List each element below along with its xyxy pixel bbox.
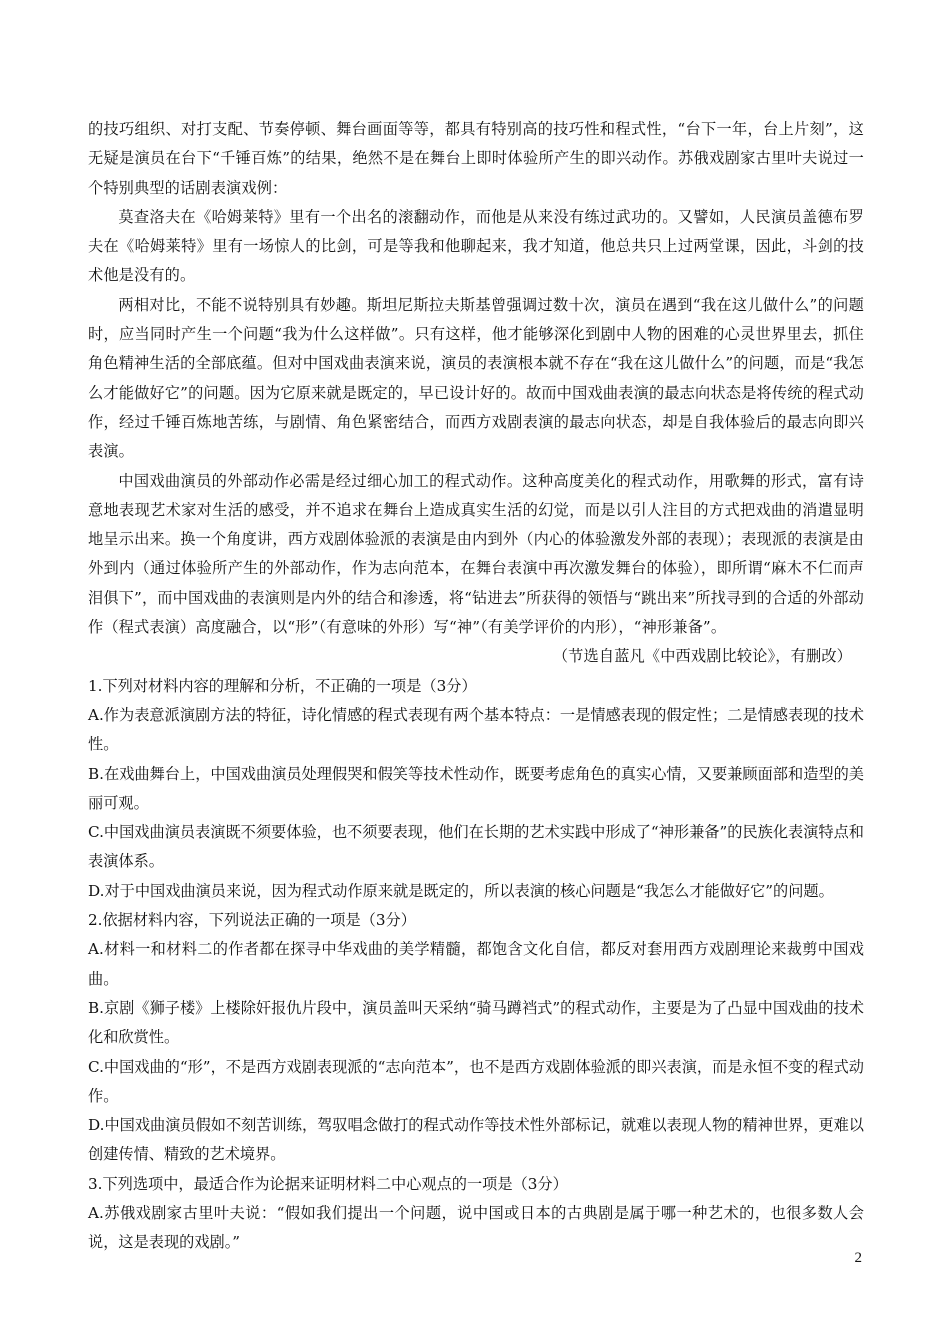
option-d: D.中国戏曲演员假如不刻苦训练，驾驭唱念做打的程式动作等技术性外部标记，就难以表现人物的精神世界，更难以创建传情、精致的艺术境界。 (88, 1116, 864, 1164)
question-1 (88, 672, 864, 906)
question-stem: 1.下列对材料内容的理解和分析，不正确的一项是（3分） (88, 676, 477, 695)
paragraph: 的技巧组织、对打支配、节奏停顿、舞台画面等等，都具有特别高的技巧性和程式性，“台下一年，台上片刻”，这无疑是演员在台下“千锤百炼”的结果，绝然不是在舞台上即时体验所产生的即兴动作。苏俄戏剧家古里叶夫说过一个特别典型的话剧表演戏例： (88, 120, 864, 197)
option-b: B.在戏曲舞台上，中国戏曲演员处理假哭和假笑等技术性动作，既要考虑角色的真实心情，又要兼顾面部和造型的美丽可观。 (88, 764, 864, 812)
option-a: A.苏俄戏剧家古里叶夫说：“假如我们提出一个问题，说中国或日本的古典剧是属于哪一种艺术的，也很多数人会说，这是表现的戏剧。” (88, 1203, 864, 1252)
quoted-example-paragraph: 莫查洛夫在《哈姆莱特》里有一个出名的滚翻动作，而他是从来没有练过武功的。又譬如，人民演员盖德布罗夫在《哈姆莱特》里有一场惊人的比剑，可是等我和他聊起来，我才知道，他总共只上过两堂课，因此，斗剑的技术他是没有的。 (88, 207, 864, 285)
option-c: C.中国戏曲的“形”，不是西方戏剧表现派的“志向范本”，也不是西方戏剧体验派的即兴表演，而是永恒不变的程式动作。 (88, 1057, 864, 1105)
question-stem: 3.下列选项中，最适合作为论据来证明材料二中心观点的一项是（3分） (88, 1174, 568, 1193)
page-number: 2 (854, 1250, 862, 1266)
paragraph: 两相对比，不能不说特别具有妙趣。斯坦尼斯拉夫斯基曾强调过数十次，演员在遇到“我在这儿做什么”的问题时，应当同时产生一个问题“我为什么这样做”。只有这样，他才能够深化到剧中人物的困难的心灵世界里去，抓住角色精神生活的全部底蕴。但对中国戏曲表演来说，演员的表演根本就不存在“我在这儿做什么”的问题，而是“我怎么才能做好它”的问题。因为它原来就是既定的，早已设计好的。故而中国戏曲表演的最志向状态是将传统的程式动作，经过千锤百炼地苦练，与剧情、角色紧密结合，而西方戏剧表演的最志向状态，却是自我体验后的最志向即兴表演。 (88, 295, 864, 461)
question-3 (88, 1170, 864, 1258)
option-b: B.京剧《狮子楼》上楼除奸报仇片段中，演员盖叫天采纳“骑马蹲裆式”的程式动作，主要是为了凸显中国戏曲的技术化和欣赏性。 (88, 998, 864, 1047)
document-body (88, 115, 864, 1258)
question-2 (88, 906, 864, 1170)
option-c: C.中国戏曲演员表演既不须要体验，也不须要表现，他们在长期的艺术实践中形成了“神形兼备”的民族化表演特点和表演体系。 (88, 823, 864, 871)
source-citation: （节选自蓝凡《中西戏剧比较论》，有删改） (552, 647, 852, 666)
paragraph: 中国戏曲演员的外部动作必需是经过细心加工的程式动作。这种高度美化的程式动作，用歌舞的形式，富有诗意地表现艺术家对生活的感受，并不追求在舞台上造成真实生活的幻觉，而是以引人注目的方式把戏曲的消遣显明地呈示出来。换一个角度讲，西方戏剧体验派的表演是由内到外（内心的体验激发外部的表现）；表现派的表演是由外到内（通过体验所产生的外部动作，作为志向范本，在舞台表演中再次激发舞台的体验），即所谓“麻木不仁而声泪俱下”，而中国戏曲的表演则是内外的结合和渗透，将“钻进去”所获得的领悟与“跳出来”所找寻到的合适的外部动作（程式表演）高度融合，以“形”（有意味的外形）写“神”（有美学评价的内形），“神形兼备”。 (88, 471, 864, 637)
option-a: A.材料一和材料二的作者都在探寻中华戏曲的美学精髓，都饱含文化自信，都反对套用西方戏剧理论来裁剪中国戏曲。 (88, 940, 864, 988)
option-d: D.对于中国戏曲演员来说，因为程式动作原来就是既定的，所以表演的核心问题是“我怎么才能做好它”的问题。 (88, 881, 834, 900)
question-stem: 2.依据材料内容，下列说法正确的一项是（3分） (88, 911, 416, 930)
option-a: A.作为表意派演剧方法的特征，诗化情感的程式表现有两个基本特点：一是情感表现的假定性；二是情感表现的技术性。 (88, 705, 864, 754)
